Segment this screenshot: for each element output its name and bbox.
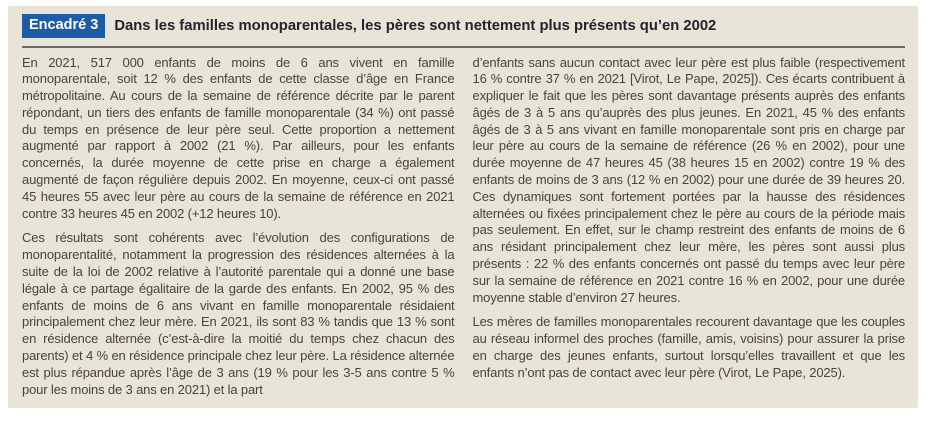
paragraph: En 2021, 517 000 enfants de moins de 6 ans vivent en famille monoparentale, soit 12 % des enfants de cette classe d’âge en France métropolitaine. Au cours de la semaine de référence décrite par le parent répondant, un tiers des enfants de famille monoparentale (34 %) ont passé du temps en présence de leur père seul. Cette proportion a nettement augmenté par rapport à 2002 (21 %). Par ailleurs, pour les enfants concernés, la durée moyenne de cette prise en charge a également augmenté de façon régulière depuis 2002. En moyenne, ceux-ci ont passé 45 heures 55 avec leur père au cours de la semaine de référence en 2021 contre 33 heures 45 en 2002 (+12 heures 10). [22,54,455,221]
paragraph: Ces résultats sont cohérents avec l’évolution des configurations de monoparentalité, notamment la progression des résidences alternées à la suite de la loi de 2002 relative à l’autorité parentale qui a donné une base légale à ce partage égalitaire de la garde des enfants. En 2002, 95 % des enfants de moins de 6 ans vivant en famille monoparentale résidaient principalement chez leur mère. En 2021, ils sont 83 % tandis que 13 % sont en résidence alternée (c’est-à-dire la moitié du temps chez chacun des parents) et 4 % en résidence principale chez leur père. La résidence alternée est plus répandue après l’âge de 3 ans (19 % pour les 3-5 ans contre 5 % pour les moins de 3 ans en 2021) et la part [22,230,455,397]
left-column [22,55,455,407]
encadre-header [22,14,905,38]
encadre-badge: Encadré 3 [22,14,105,38]
right-column [473,55,906,407]
text-columns [22,55,905,407]
title-separator-rule [22,46,905,48]
paragraph: d’enfants sans aucun contact avec leur père est plus faible (respectivement 16 % contre 37 % en 2021 [Virot, Le Pape, 2025]). Ces écarts contribuent à expliquer le fait que les pères sont davantage présents auprès des enfants âgés de 3 à 5 ans qu’auprès des plus jeunes. En 2021, 45 % des enfants âgés de 3 à 5 ans vivant en famille monoparentale sont pris en charge par leur père au cours de la semaine de référence (26 % en 2002), pour une durée moyenne de 47 heures 45 (38 heures 15 en 2002) contre 19 % des enfants de moins de 3 ans (12 % en 2002) pour une durée de 39 heures 20. Ces dynamiques sont fortement portées par la hausse des résidences alternées ou fixées principalement chez le père au cours de la période mais pas seulement. En effet, sur le champ restreint des enfants de moins de 6 ans résidant principalement chez leur mère, les pères sont aussi plus présents : 22 % des enfants concernés ont passé du temps avec leur père sur la semaine de référence en 2021 contre 16 % en 2002, pour une durée moyenne stable d’environ 27 heures. [472,54,905,305]
encadre-box [8,6,918,408]
paragraph: Les mères de familles monoparentales recourent davantage que les couples au réseau informel des proches (famille, amis, voisins) pour assurer la prise en charge des jeunes enfants, surtout lorsqu’elles travaillent et que les enfants n’ont pas de contact avec leur père (Virot, Le Pape, 2025). [472,314,905,380]
encadre-title: Dans les familles monoparentales, les pères sont nettement plus présents qu’en 2002 [114,17,717,34]
